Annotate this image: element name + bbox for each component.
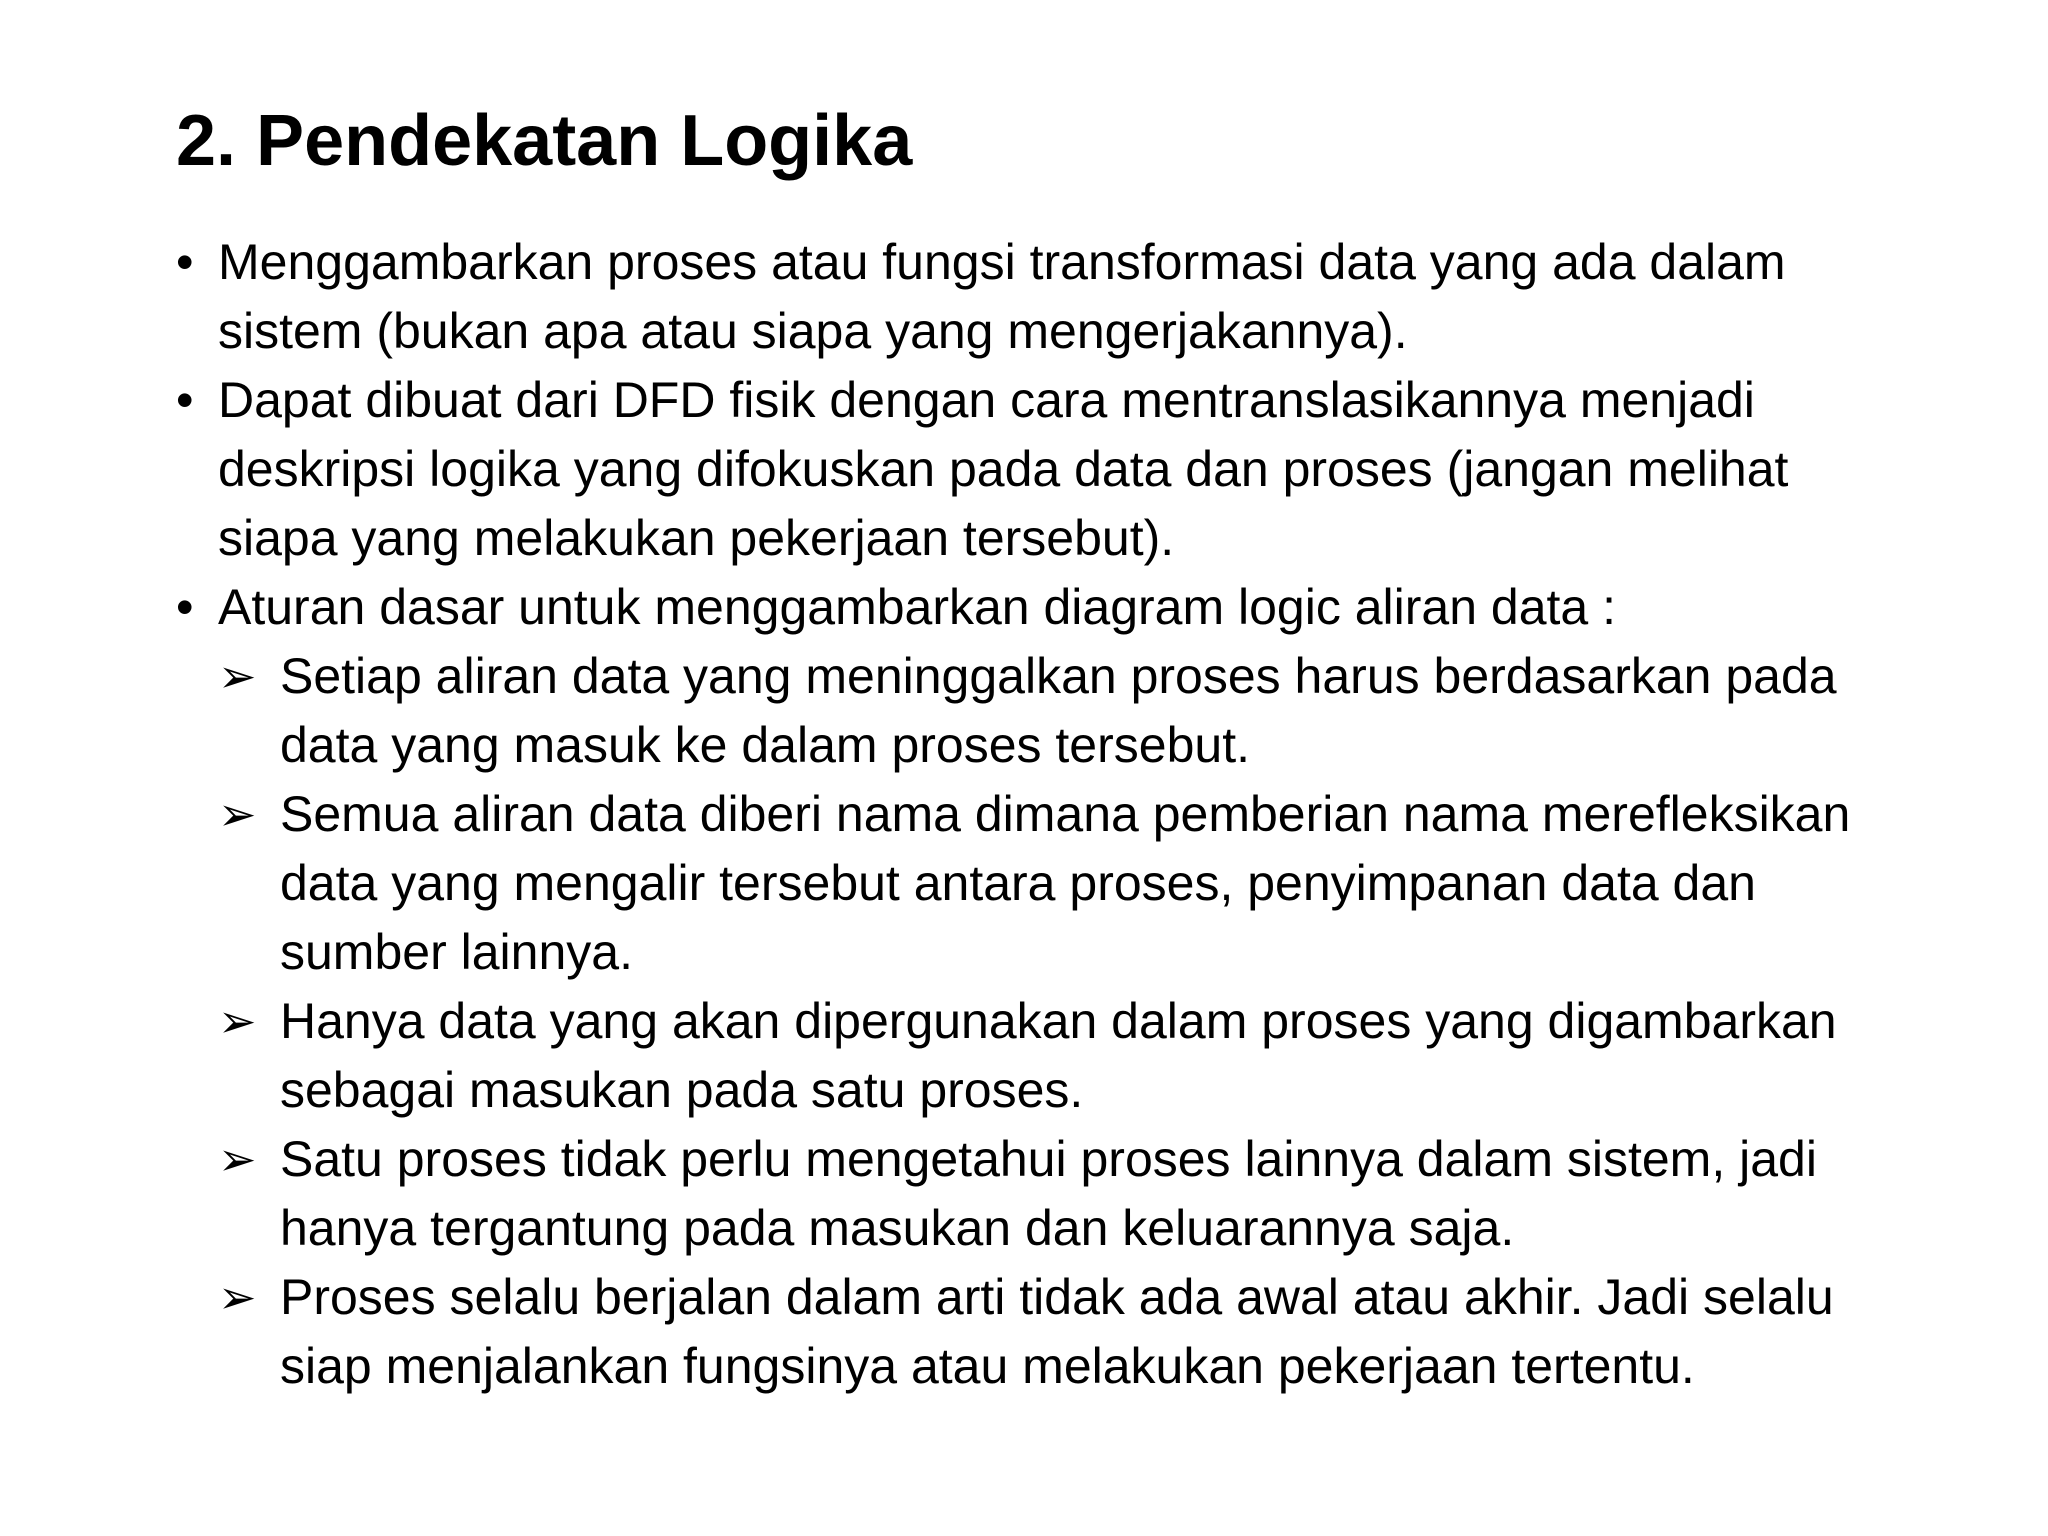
bullet-dot-icon: • — [176, 372, 194, 428]
bullet-text: Menggambarkan proses atau fungsi transformasi data yang ada dalam sistem (bukan apa atau siapa yang mengerjakannya). — [218, 234, 1786, 359]
bullet-text: Aturan dasar untuk menggambarkan diagram logic aliran data : — [218, 579, 1617, 635]
slide-title: 2. Pendekatan Logika — [176, 101, 913, 181]
sub-bullet-text: Setiap aliran data yang meninggalkan proses harus berdasarkan pada data yang masuk ke dalam proses tersebut. — [280, 648, 1837, 773]
sub-bullet-item — [176, 987, 1916, 1125]
sub-bullet-text: Semua aliran data diberi nama dimana pemberian nama merefleksikan data yang mengalir tersebut antara proses, penyimpanan data dan sumber lainnya. — [280, 786, 1851, 980]
sub-bullet-item — [176, 780, 1916, 987]
sub-bullet-item — [176, 642, 1916, 780]
bullet-text: Dapat dibuat dari DFD fisik dengan cara mentranslasikannya menjadi deskripsi logika yang difokuskan pada data dan proses (jangan melihat siapa yang melakukan pekerjaan tersebut). — [218, 372, 1789, 566]
arrow-bullet-icon: ➢ — [218, 788, 257, 840]
sub-bullet-text: Satu proses tidak perlu mengetahui proses lainnya dalam sistem, jadi hanya tergantung pada masukan dan keluarannya saja. — [280, 1131, 1817, 1256]
bullet-item — [176, 366, 1916, 573]
arrow-bullet-icon: ➢ — [218, 1271, 257, 1323]
bullet-dot-icon: • — [176, 234, 194, 290]
bullet-dot-icon: • — [176, 579, 194, 635]
slide-content — [176, 228, 1916, 1401]
arrow-bullet-icon: ➢ — [218, 1133, 257, 1185]
sub-bullet-text: Hanya data yang akan dipergunakan dalam proses yang digambarkan sebagai masukan pada satu proses. — [280, 993, 1837, 1118]
bullet-item — [176, 228, 1916, 366]
sub-bullet-item — [176, 1125, 1916, 1263]
sub-bullet-list — [176, 642, 1916, 1401]
sub-bullet-item — [176, 1263, 1916, 1401]
arrow-bullet-icon: ➢ — [218, 650, 257, 702]
sub-bullet-text: Proses selalu berjalan dalam arti tidak ada awal atau akhir. Jadi selalu siap menjalankan fungsinya atau melakukan pekerjaan tertentu. — [280, 1269, 1834, 1394]
bullet-item — [176, 573, 1916, 642]
arrow-bullet-icon: ➢ — [218, 995, 257, 1047]
